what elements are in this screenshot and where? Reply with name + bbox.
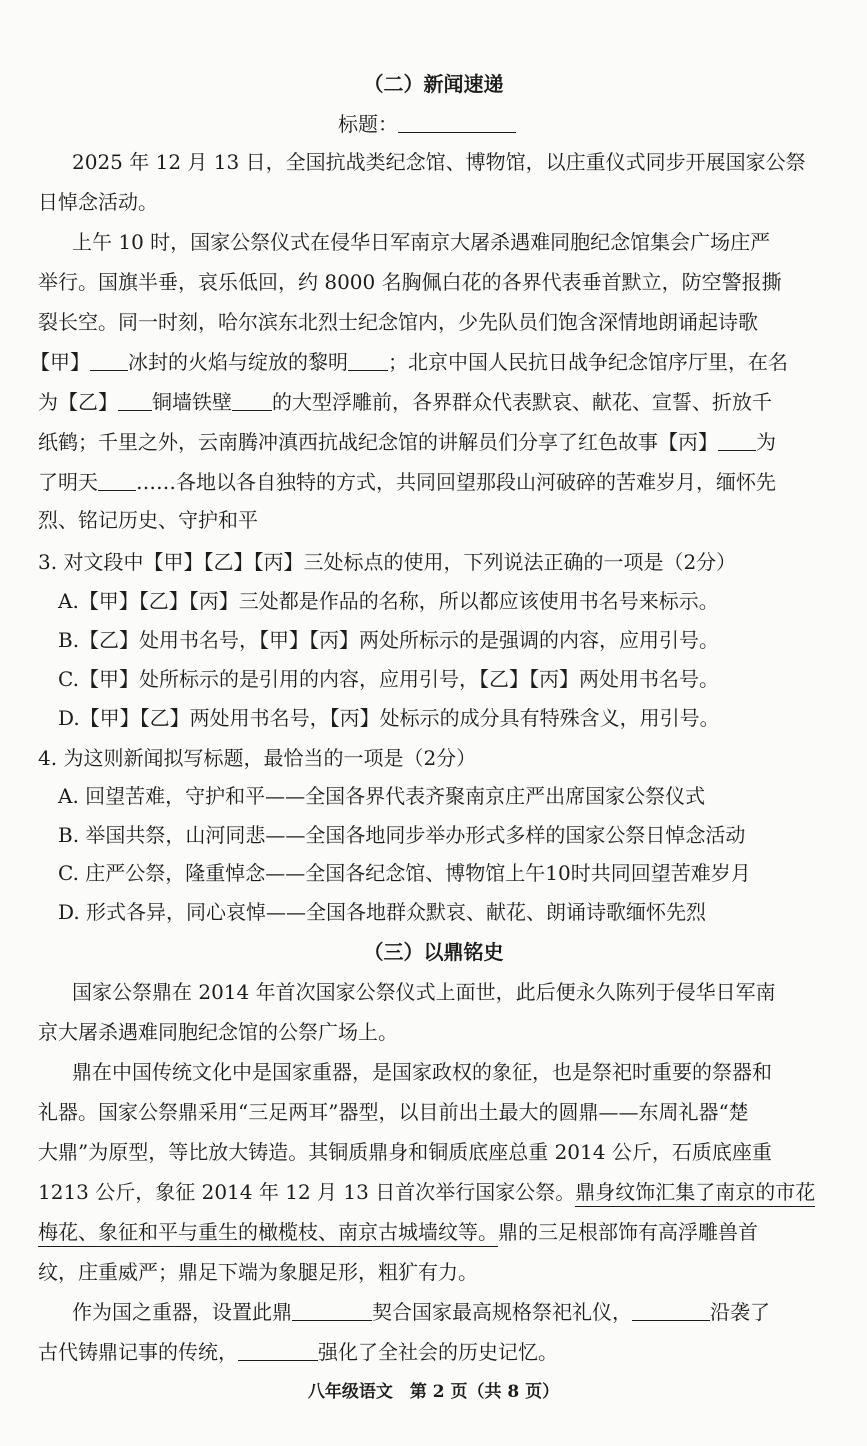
question-3-option-c[interactable]: C.【甲】处所标示的是引用的内容，应用引号，【乙】【丙】两处用书名号。 (58, 667, 719, 691)
text: 古代铸鼎记事的传统， (38, 1340, 238, 1364)
question-3-option-a[interactable]: A.【甲】【乙】【丙】三处都是作品的名称，所以都应该使用书名号来标示。 (58, 589, 719, 613)
ding-paragraph-line (72, 1302, 770, 1322)
marker-jia: 【甲】 (30, 350, 90, 374)
underlined-sentence: 鼎身纹饰汇集了南京的市花 (575, 1180, 815, 1207)
question-4-option-c[interactable]: C. 庄严公祭，隆重悼念——全国各纪念馆、博物馆上午10时共同回望苦难岁月 (58, 861, 751, 885)
ding-paragraph-line: 国家公祭鼎在 2014 年首次国家公祭仪式上面世，此后便永久陈列于侵华日军南 (72, 980, 776, 1004)
blank (90, 352, 128, 371)
relief-title: 铜墙铁壁 (152, 390, 232, 414)
ding-paragraph-line (38, 1182, 815, 1202)
question-4-stem: 4. 为这则新闻拟写标题，最恰当的一项是（2分） (38, 746, 477, 770)
text: 的大型浮雕前，各界群众代表默哀、献花、宣誓、折放千 (272, 390, 772, 414)
ding-paragraph-line (38, 1222, 758, 1242)
title-blank (398, 114, 516, 133)
text: 强化了全社会的历史记忆。 (318, 1340, 558, 1364)
text: 作为国之重器，设置此鼎 (72, 1300, 292, 1324)
section-heading-news: （二）新闻速递 (363, 72, 504, 96)
question-4-option-d[interactable]: D. 形式各异，同心哀悼——全国各地群众默哀、献花、朗诵诗歌缅怀先烈 (58, 900, 707, 924)
fill-blank-1[interactable] (292, 1302, 372, 1321)
text: 纸鹤；千里之外，云南腾冲滇西抗战纪念馆的讲解员们分享了红色故事【丙】 (38, 430, 718, 454)
news-paragraph-line: 上午 10 时，国家公祭仪式在侵华日军南京大屠杀遇难同胞纪念馆集会广场庄严 (72, 230, 771, 254)
text: 契合国家最高规格祭祀礼仪， (372, 1300, 632, 1324)
text: 沿袭了 (710, 1300, 770, 1324)
blank (348, 352, 388, 371)
blank (98, 472, 136, 491)
fill-blank-2[interactable] (632, 1302, 710, 1321)
underlined-sentence: 梅花、象征和平与重生的橄榄枝、南京古城墙纹等。 (38, 1220, 498, 1247)
blank (118, 392, 152, 411)
news-paragraph-line: 日悼念活动。 (38, 190, 158, 214)
page-footer: 八年级语文 第 2 页（共 8 页） (307, 1382, 560, 1402)
question-3-option-b[interactable]: B.【乙】处用书名号，【甲】【丙】两处所标示的是强调的内容，应用引号。 (58, 628, 720, 652)
title-label: 标题： (338, 112, 398, 136)
ding-paragraph-line: 纹，庄重威严；鼎足下端为象腿足形，粗犷有力。 (38, 1260, 478, 1284)
poem-title: 冰封的火焰与绽放的黎明 (128, 350, 348, 374)
marker-yi: 为【乙】 (38, 390, 118, 414)
text: 为 (756, 430, 776, 454)
question-3-stem: 3. 对文段中【甲】【乙】【丙】三处标点的使用，下列说法正确的一项是（2分） (38, 550, 737, 574)
ding-paragraph-line: 京大屠杀遇难同胞纪念馆的公祭广场上。 (38, 1020, 398, 1044)
blank (232, 392, 272, 411)
text: 1213 公斤，象征 2014 年 12 月 13 日首次举行国家公祭。 (38, 1180, 576, 1204)
question-3-option-d[interactable]: D.【甲】【乙】两处用书名号，【丙】处标示的成分具有特殊含义，用引号。 (58, 706, 720, 730)
ding-paragraph-line (38, 1342, 558, 1362)
question-4-option-a[interactable]: A. 回望苦难，守护和平——全国各界代表齐聚南京庄严出席国家公祭仪式 (58, 784, 706, 808)
news-title-line (338, 114, 516, 134)
section-heading-ding: （三）以鼎铭史 (363, 940, 504, 964)
ding-paragraph-line: 大鼎”为原型，等比放大铸造。其铜质鼎身和铜质底座总重 2014 公斤，石质底座重 (38, 1140, 772, 1164)
news-paragraph-line: 裂长空。同一时刻，哈尔滨东北烈士纪念馆内，少先队员们饱含深情地朗诵起诗歌 (38, 310, 758, 334)
text: ……各地以各自独特的方式，共同回望那段山河破碎的苦难岁月，缅怀先 (136, 470, 776, 494)
text: ；北京中国人民抗日战争纪念馆序厅里，在名 (388, 350, 788, 374)
news-paragraph-line (30, 352, 788, 372)
news-paragraph-line (38, 472, 776, 492)
news-paragraph-line: 2025 年 12 月 13 日，全国抗战类纪念馆、博物馆，以庄重仪式同步开展国家公祭 (72, 150, 806, 174)
ding-paragraph-line: 鼎在中国传统文化中是国家重器，是国家政权的象征，也是祭祀时重要的祭器和 (72, 1060, 772, 1084)
text: 鼎的三足根部饰有高浮雕兽首 (498, 1220, 758, 1244)
blank (718, 432, 756, 451)
news-paragraph-line: 烈、铭记历史、守护和平 (38, 508, 258, 532)
news-paragraph-line: 举行。国旗半垂，哀乐低回，约 8000 名胸佩白花的各界代表垂首默立，防空警报撕 (38, 270, 782, 294)
news-paragraph-line (38, 392, 772, 412)
fill-blank-3[interactable] (238, 1342, 318, 1361)
text: 了明天 (38, 470, 98, 494)
question-4-option-b[interactable]: B. 举国共祭，山河同悲——全国各地同步举办形式多样的国家公祭日悼念活动 (58, 823, 746, 847)
ding-paragraph-line: 礼器。国家公祭鼎采用“三足两耳”器型，以目前出土最大的圆鼎——东周礼器“楚 (38, 1100, 749, 1124)
news-paragraph-line (38, 432, 776, 452)
